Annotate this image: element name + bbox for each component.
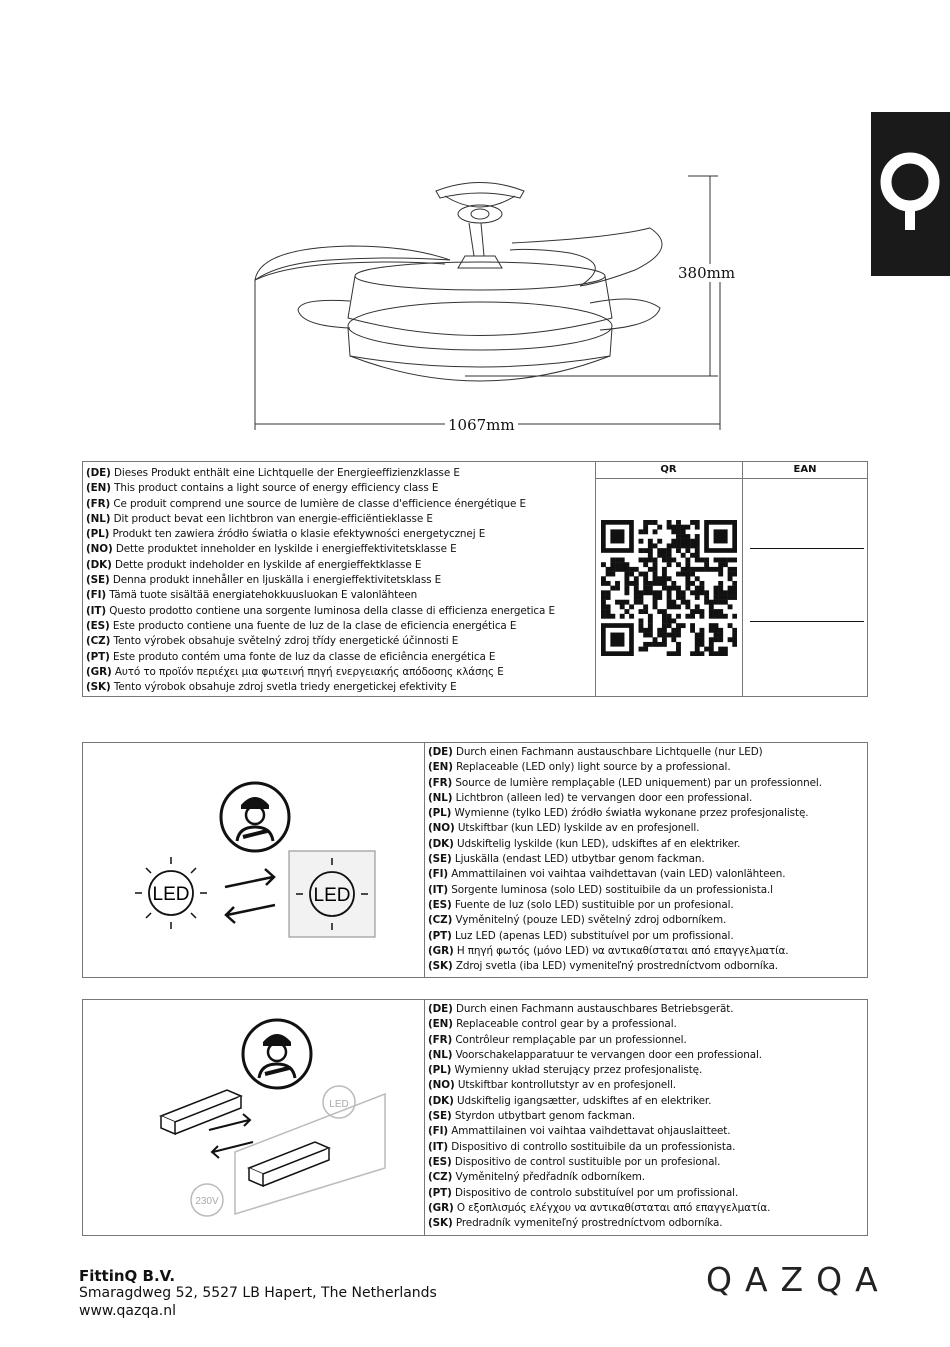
control-gear-icon xyxy=(161,1090,241,1134)
statement-line: (PT) Dispositivo de controlo substituível por um profissional. xyxy=(428,1186,739,1199)
svg-text:LED: LED xyxy=(152,884,190,905)
column-divider xyxy=(424,743,425,977)
statement-line: (CZ) Vyměnitelný (pouze LED) světelný zdroj odborníkem. xyxy=(428,914,727,927)
technician-icon xyxy=(243,1020,311,1088)
statement-line: (DE) Durch einen Fachmann austauschbare Lichtquelle (nur LED) xyxy=(428,746,763,758)
column-divider xyxy=(742,462,743,696)
statement-line: (NL) Voorschakelapparatuur te vervangen door een professional. xyxy=(428,1048,762,1061)
statement-line: (DE) Durch einen Fachmann austauschbares Betriebsgerät. xyxy=(428,1003,734,1015)
statement-line: (EN) Replaceable control gear by a professional. xyxy=(428,1018,677,1031)
replaceable-control-gear-box xyxy=(82,999,868,1236)
swap-arrows-icon xyxy=(225,869,275,923)
statement-line: (NO) Dette produktet inneholder en lyskilde i energieffektivitetsklasse E xyxy=(86,543,457,556)
height-dimension-label: 380mm xyxy=(678,264,736,282)
statement-line: (IT) Questo prodotto contiene una sorgente luminosa della classe di efficienza energetica E xyxy=(86,604,555,617)
svg-text:LED: LED xyxy=(313,885,351,906)
statement-line: (PL) Produkt ten zawiera źródło światła o klasie efektywności energetycznej E xyxy=(86,528,486,541)
column-divider xyxy=(595,462,596,696)
statement-line: (SK) Zdroj svetla (iba LED) vymeniteľný prostredníctvom odborníka. xyxy=(428,960,778,973)
statement-line: (EN) This product contains a light source of energy efficiency class E xyxy=(86,482,439,495)
statement-line: (PT) Luz LED (apenas LED) substituível por um profissional. xyxy=(428,929,734,942)
led-light-icon xyxy=(135,857,207,929)
statement-line: (GR) Η πηγή φωτός (μόνο LED) να αντικαθίσταται από επαγγελματία. xyxy=(428,944,789,957)
energy-label-table xyxy=(82,461,868,697)
statement-line: (CZ) Vyměnitelný předřadník odborníkem. xyxy=(428,1171,646,1184)
qr-header: QR xyxy=(660,464,677,475)
company-name: FittinQ B.V. xyxy=(79,1267,176,1285)
statement-line: (PL) Wymienny układ sterujący przez profesjonalistę. xyxy=(428,1064,703,1077)
swap-arrows-icon xyxy=(209,1114,253,1158)
statement-line: (IT) Dispositivo di controllo sostituibile da un professionista. xyxy=(428,1140,736,1153)
light-source-illustration xyxy=(123,781,383,955)
statement-line: (FR) Contrôleur remplaçable par un professionnel. xyxy=(428,1033,687,1046)
statement-line: (SK) Predradník vymeniteľný prostredníctvom odborníka. xyxy=(428,1217,723,1230)
ean-line xyxy=(750,621,864,622)
replaceable-light-source-box xyxy=(82,742,868,978)
statement-line: (NL) Dit product bevat een lichtbron van energie-efficiëntieklasse E xyxy=(86,512,433,525)
ean-line xyxy=(750,548,864,549)
statement-line: (CZ) Tento výrobek obsahuje světelný zdroj třídy energetické účinnosti E xyxy=(86,635,459,648)
energy-class-statements xyxy=(86,466,591,695)
statement-line: (ES) Fuente de luz (solo LED) sustituible por un profesional. xyxy=(428,898,734,911)
light-source-statements xyxy=(428,745,822,974)
qr-code-icon xyxy=(601,520,737,660)
brand-logo-tab xyxy=(871,112,950,276)
fan-dimension-drawing xyxy=(240,168,740,438)
statement-line: (DK) Udskiftelig lyskilde (kun LED), udskiftes af en elektriker. xyxy=(428,837,741,850)
statement-line: (SE) Ljuskälla (endast LED) utbytbar genom fackman. xyxy=(428,853,705,866)
column-divider xyxy=(424,1000,425,1235)
ceiling-fan-drawing xyxy=(240,168,740,438)
statement-line: (SE) Styrdon utbytbart genom fackman. xyxy=(428,1110,636,1123)
control-gear-icon xyxy=(249,1142,329,1186)
width-dimension-label: 1067mm xyxy=(445,416,518,434)
control-gear-statements xyxy=(428,1002,770,1231)
statement-line: (NO) Utskiftbar kontrollutstyr av en profesjonell. xyxy=(428,1079,676,1092)
statement-line: (DE) Dieses Produkt enthält eine Lichtquelle der Energieeffizienzklasse E xyxy=(86,467,460,479)
statement-line: (FR) Source de lumière remplaçable (LED uniquement) par un professionnel. xyxy=(428,776,822,789)
statement-line: (EN) Replaceable (LED only) light source by a professional. xyxy=(428,761,731,774)
svg-text:LED: LED xyxy=(329,1099,349,1110)
statement-line: (NO) Utskiftbar (kun LED) lyskilde av en profesjonell. xyxy=(428,822,700,835)
statement-line: (PT) Este produto contém uma fonte de luz da classe de eficiência energética E xyxy=(86,650,496,663)
statement-line: (GR) Ο εξοπλισμός ελέγχου να αντικαθίσταται από επαγγελματία. xyxy=(428,1201,771,1214)
company-address: Smaragdweg 52, 5527 LB Hapert, The Netherlands xyxy=(79,1285,437,1301)
statement-line: (FR) Ce produit comprend une source de lumière de classe d'efficience énergétique E xyxy=(86,497,526,510)
statement-line: (FI) Ammattilainen voi vaihtaa vaihdettavat ohjauslaitteet. xyxy=(428,1125,731,1138)
statement-line: (GR) Αυτό το προϊόν περιέχει μια φωτεινή πηγή ενεργειακής απόδοσης κλάσης E xyxy=(86,665,504,678)
statement-line: (FI) Tämä tuote sisältää energiatehokkuusluokan E valonlähteen xyxy=(86,589,418,602)
control-gear-illustration xyxy=(149,1018,389,1222)
brand-wordmark: QAZQA xyxy=(706,1260,891,1299)
statement-line: (ES) Dispositivo de control sustituible por un profesional. xyxy=(428,1155,721,1168)
statement-line: (NL) Lichtbron (alleen led) te vervangen door een professional. xyxy=(428,791,753,804)
statement-line: (DK) Dette produkt indeholder en lyskilde af energieffektklasse E xyxy=(86,558,422,571)
technician-icon xyxy=(221,783,289,851)
ean-header: EAN xyxy=(793,464,817,475)
qazqa-q-logo-icon xyxy=(871,112,950,276)
statement-line: (SK) Tento výrobok obsahuje zdroj svetla triedy energetickej efektivity E xyxy=(86,681,457,694)
header-divider xyxy=(595,478,867,479)
statement-line: (SE) Denna produkt innehåller en ljuskälla i energieffektivitetsklass E xyxy=(86,574,442,587)
statement-line: (ES) Este producto contiene una fuente de luz de la clase de eficiencia energética E xyxy=(86,619,517,632)
statement-line: (DK) Udskiftelig igangsætter, udskiftes af en elektriker. xyxy=(428,1094,712,1107)
statement-line: (PL) Wymienne (tylko LED) źródło światła wykonane przez profesjonalistę. xyxy=(428,807,809,820)
company-website[interactable]: www.qazqa.nl xyxy=(79,1303,177,1319)
statement-line: (IT) Sorgente luminosa (solo LED) sostituibile da un professionista.l xyxy=(428,883,773,896)
statement-line: (FI) Ammattilainen voi vaihtaa vaihdettavan (vain LED) valonlähteen. xyxy=(428,868,786,881)
svg-text:230V: 230V xyxy=(195,1196,219,1207)
